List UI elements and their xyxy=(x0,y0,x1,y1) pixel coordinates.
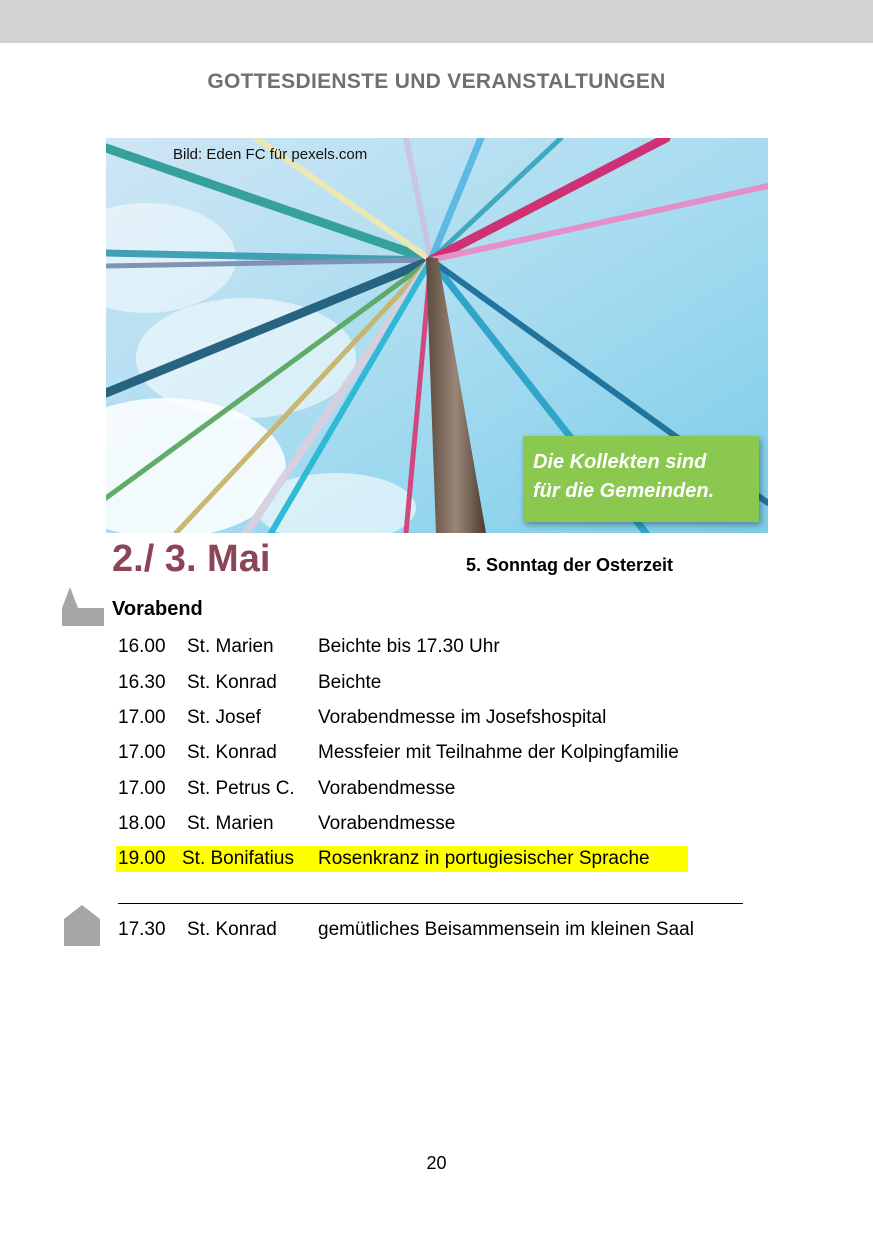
row-time: 17.00 xyxy=(118,707,166,728)
row-description: Rosenkranz in portugiesischer Sprache xyxy=(318,848,650,869)
row-description: Vorabendmesse xyxy=(318,778,456,799)
row-place: St. Petrus C. xyxy=(187,778,295,799)
row-place: St. Marien xyxy=(187,636,274,657)
date-heading: 2./ 3. Mai xyxy=(112,538,271,580)
row-time: 17.00 xyxy=(118,778,166,799)
vorabend-heading: Vorabend xyxy=(112,598,203,620)
row-time: 16.30 xyxy=(118,672,166,693)
row-place: St. Konrad xyxy=(187,742,277,763)
kollekte-notice xyxy=(523,436,759,522)
liturgical-day: 5. Sonntag der Osterzeit xyxy=(466,555,674,575)
row-place: St. Marien xyxy=(187,813,274,834)
kollekte-line-1: Die Kollekten sind xyxy=(533,451,707,473)
row-time: 17.30 xyxy=(118,919,166,940)
church-icon xyxy=(61,586,105,626)
row-description: Beichte xyxy=(318,672,382,693)
row-time: 16.00 xyxy=(118,636,166,657)
row-description: Vorabendmesse xyxy=(318,813,456,834)
page-number: 20 xyxy=(426,1153,447,1173)
row-place: St. Bonifatius xyxy=(182,848,294,869)
house-icon xyxy=(64,905,100,946)
maypole-photo xyxy=(106,138,768,533)
row-place: St. Konrad xyxy=(187,919,277,940)
row-place: St. Josef xyxy=(187,707,261,728)
row-description: Beichte bis 17.30 Uhr xyxy=(318,636,500,657)
row-description: Vorabendmesse im Josefshospital xyxy=(318,707,607,728)
row-time: 18.00 xyxy=(118,813,166,834)
row-description: gemütliches Beisammensein im kleinen Saal xyxy=(318,919,694,940)
row-description: Messfeier mit Teilnahme der Kolpingfamilie xyxy=(318,742,679,763)
row-time: 19.00 xyxy=(118,848,166,869)
page-title: GOTTESDIENSTE UND VERANSTALTUNGEN xyxy=(207,70,666,93)
row-time: 17.00 xyxy=(118,742,166,763)
photo-credit: Bild: Eden FC für pexels.com xyxy=(173,146,368,163)
top-bar xyxy=(0,0,873,43)
section-divider xyxy=(118,903,743,904)
kollekte-line-2: für die Gemeinden. xyxy=(533,480,715,502)
row-place: St. Konrad xyxy=(187,672,277,693)
